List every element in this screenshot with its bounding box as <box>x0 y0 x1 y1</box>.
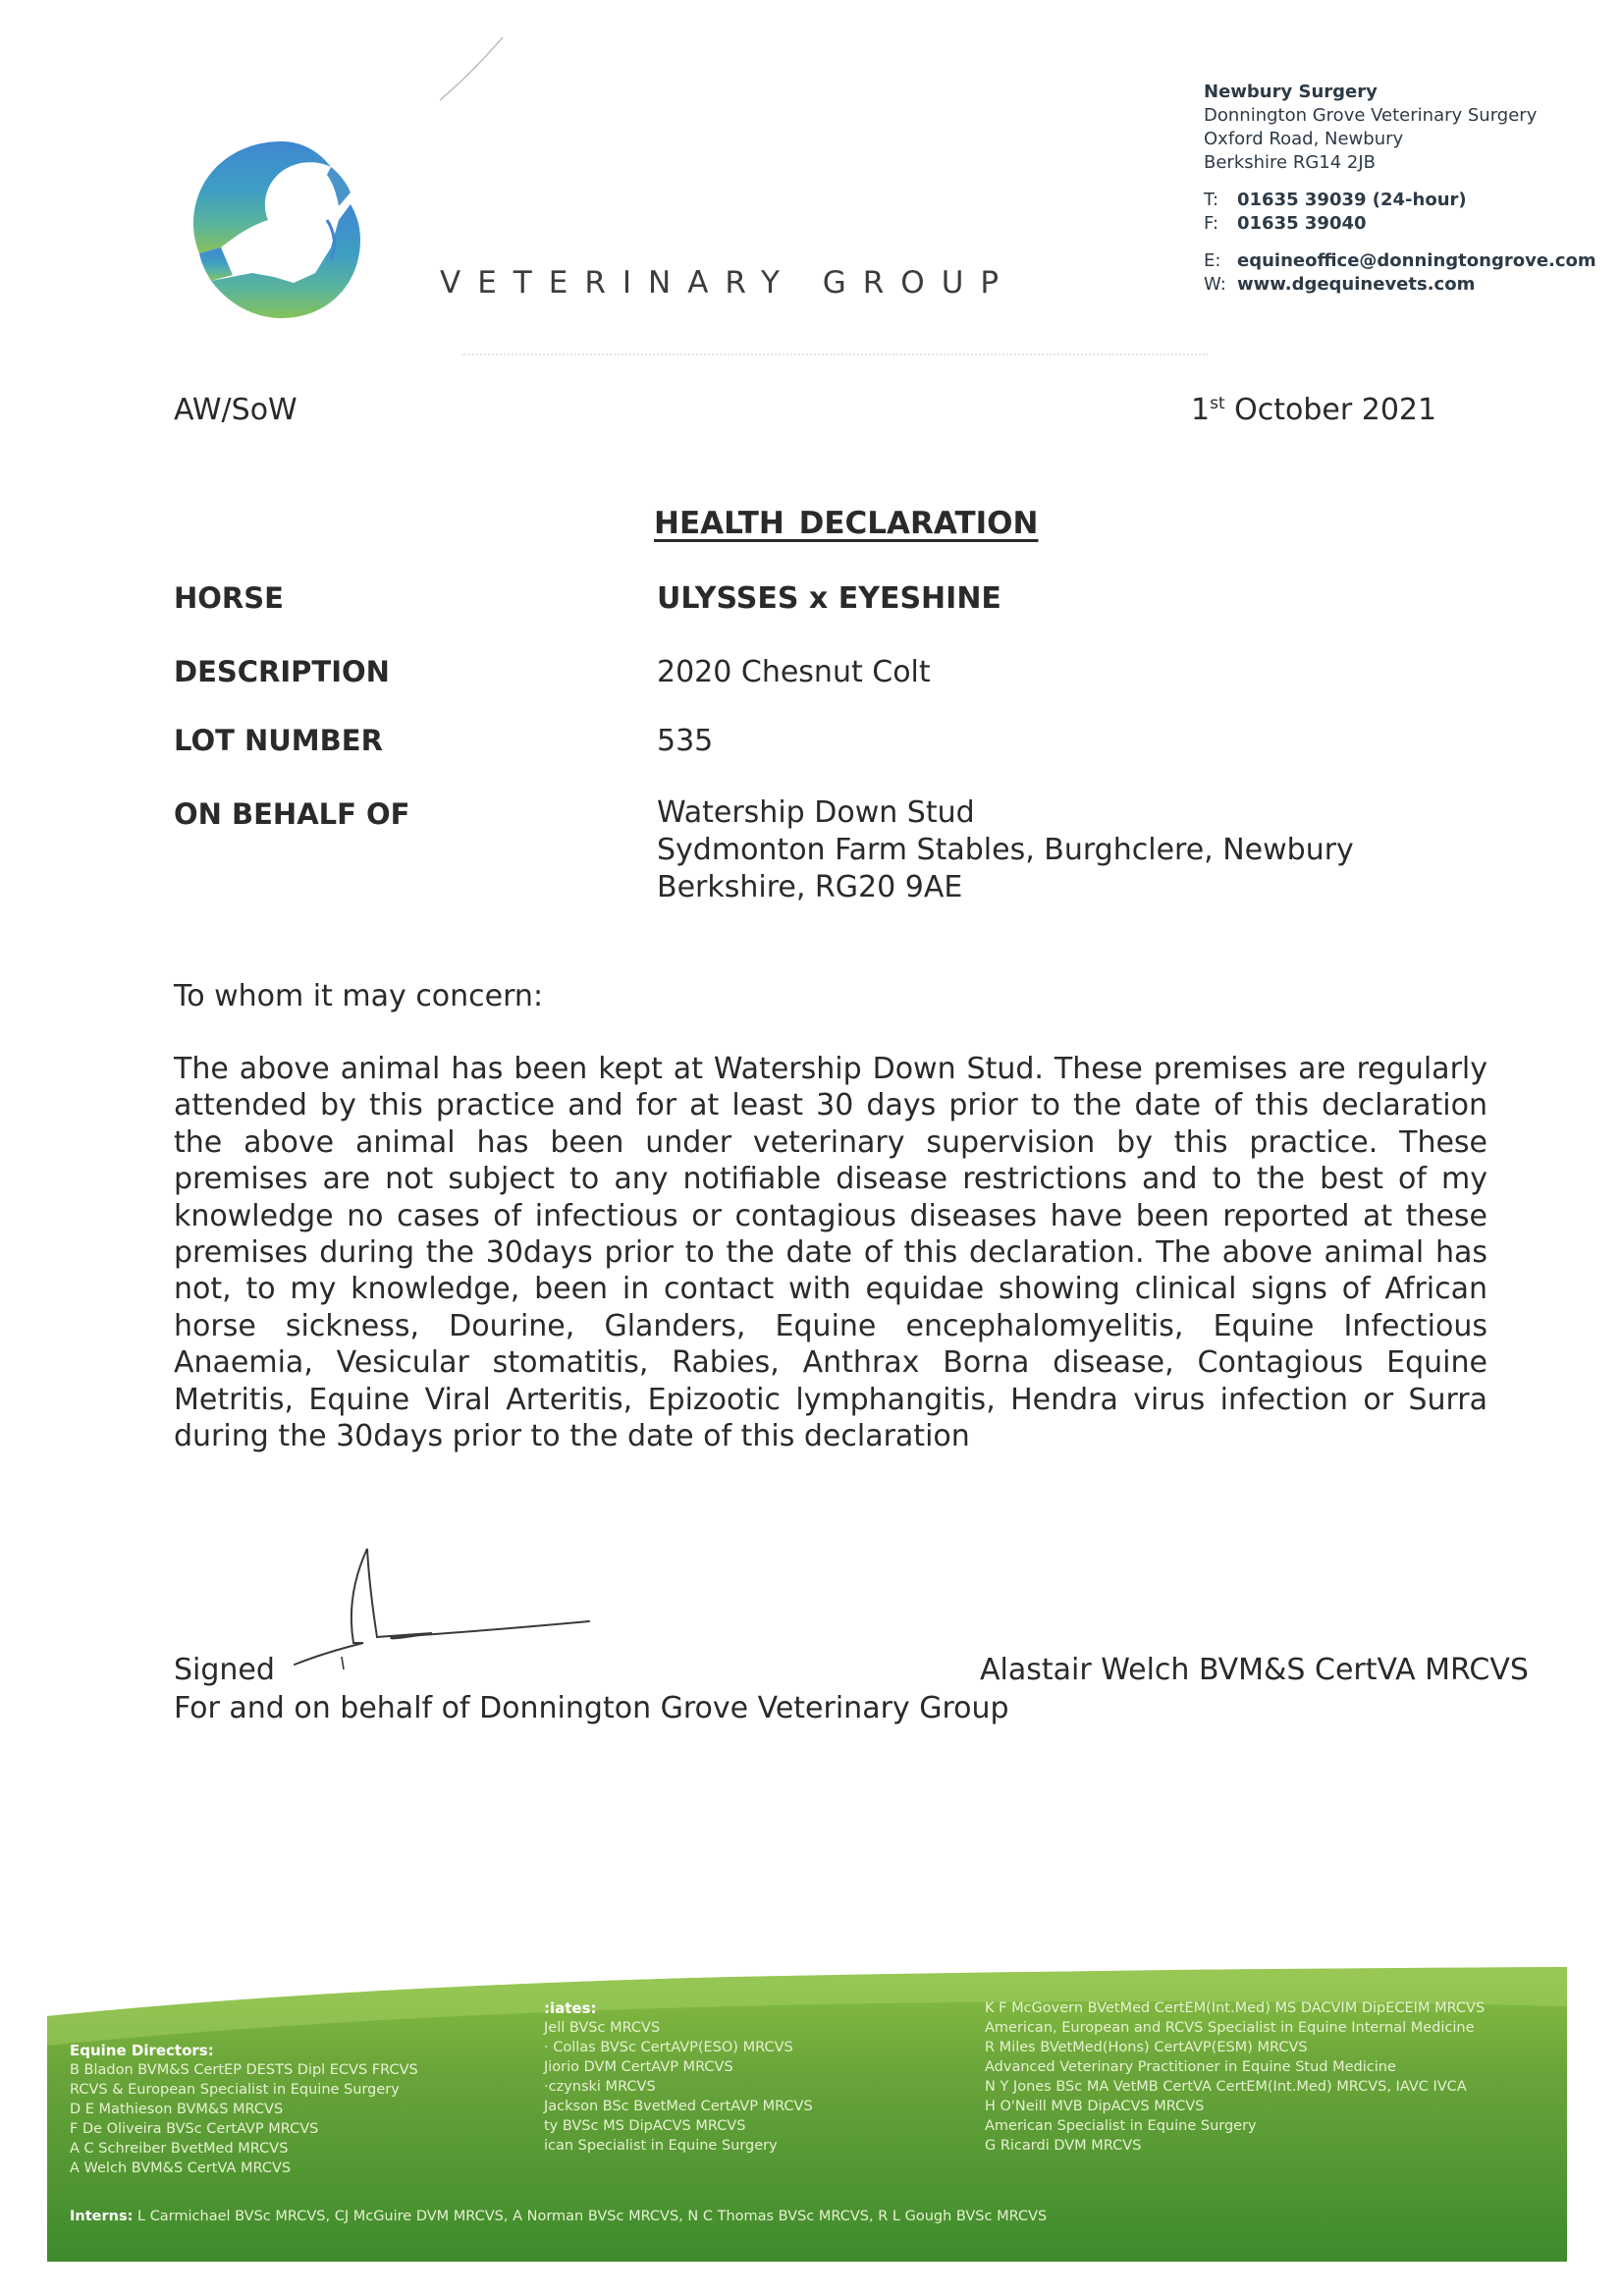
date-month-year: October 2021 <box>1224 393 1437 427</box>
address-line: Oxford Road, Newbury <box>1204 129 1404 149</box>
director-entry: F De Oliveira BVSc CertAVP MRCVS <box>70 2121 319 2137</box>
email-address: equineoffice@donningtongrove.com <box>1237 250 1596 271</box>
director-entry: D E Mathieson BVM&S MRCVS <box>70 2102 284 2117</box>
director-entry: RCVS & European Specialist in Equine Surgery <box>70 2082 400 2098</box>
letter-reference: AW/SoW <box>174 393 297 427</box>
associate-entry: · Collas BVSc CertAVP(ESO) MRCVS <box>544 2040 793 2055</box>
specialist-entry: K F McGovern BVetMed CertEM(Int.Med) MS DACVIM DipECEIM MRCVS <box>985 2000 1486 2016</box>
associate-entry: Jackson BSc BvetMed CertAVP MRCVS <box>544 2099 813 2114</box>
date-day: 1 <box>1191 393 1211 427</box>
associate-entry: Jell BVSc MRCVS <box>544 2020 661 2036</box>
field-value-horse: ULYSSES x EYESHINE <box>657 581 1001 616</box>
directors-heading: Equine Directors: <box>70 2042 214 2059</box>
specialists-column <box>985 1998 1485 2156</box>
specialist-entry: American, European and RCVS Specialist in Equine Internal Medicine <box>985 2020 1475 2036</box>
director-entry: A C Schreiber BvetMed MRCVS <box>70 2141 289 2157</box>
field-value-lot-number: 535 <box>657 724 714 758</box>
behalf-line: Sydmonton Farm Stables, Burghclere, Newbury <box>657 833 1354 867</box>
field-value-on-behalf-of <box>657 794 1354 906</box>
date-suffix: st <box>1210 394 1225 413</box>
signer-name: Alastair Welch BVM&S CertVA MRCVS <box>980 1653 1529 1687</box>
pen-stroke-mark <box>432 29 511 108</box>
phone-label: T: <box>1204 190 1219 210</box>
horse-head-logo <box>191 137 363 319</box>
interns-line <box>70 2209 1047 2224</box>
field-value-description: 2020 Chesnut Colt <box>657 655 931 689</box>
fax-label: F: <box>1204 213 1219 234</box>
practice-address-block <box>1204 81 1596 297</box>
salutation: To whom it may concern: <box>174 979 544 1013</box>
director-entry: A Welch BVM&S CertVA MRCVS <box>70 2160 292 2176</box>
footer-band <box>47 1967 1567 2262</box>
interns-label: Interns: <box>70 2209 134 2224</box>
address-line: Donnington Grove Veterinary Surgery <box>1204 105 1538 126</box>
associate-entry: ican Specialist in Equine Surgery <box>544 2138 778 2154</box>
brand-name: VETERINARY GROUP <box>440 265 1016 301</box>
field-label-horse: HORSE <box>174 581 284 615</box>
specialist-entry: Advanced Veterinary Practitioner in Equine Stud Medicine <box>985 2059 1396 2075</box>
directors-column <box>70 2041 418 2178</box>
phone-number: 01635 39039 (24-hour) <box>1237 190 1467 210</box>
declaration-body: The above animal has been kept at Watership Down Stud. These premises are regularly attended by this practice and for at least 30 days prior to the date of this declaration the above animal has been under veterinary supervision by this practice. These premises are not subject to any notifiable disease restrictions and to the best of my knowledge no cases of infectious or contagious diseases have been reported at these premises during the 30days prior to the date of this declaration. The above animal has not, to my knowledge, been in contact with equidae showing clinical signs of African horse sickness, Dourine, Glanders, Equine encephalomyelitis, Equine Infectious Anaemia, Vesicular stomatitis, Rabies, Anthrax Borna disease, Contagious Equine Metritis, Equine Viral Arteritis, Epizootic lymphangitis, Hendra virus infection or Surra during the 30days prior to the date of this declaration <box>174 1052 1487 1454</box>
field-label-on-behalf-of: ON BEHALF OF <box>174 797 410 831</box>
specialist-entry: R Miles BVetMed(Hons) CertAVP(ESM) MRCVS <box>985 2040 1308 2055</box>
interns-list: L Carmichael BVSc MRCVS, CJ McGuire DVM MRCVS, A Norman BVSc MRCVS, N C Thomas BVSc MRCVS, R L Gough BVSc MRCVS <box>137 2209 1048 2224</box>
phone-line <box>1204 189 1596 212</box>
associate-entry: Jiorio DVM CertAVP MRCVS <box>544 2059 733 2075</box>
practice-name: Newbury Surgery <box>1204 82 1378 102</box>
field-label-lot-number: LOT NUMBER <box>174 724 383 757</box>
signed-label: Signed <box>174 1653 275 1687</box>
specialist-entry: H O'Neill MVB DipACVS MRCVS <box>985 2099 1205 2114</box>
page-title: HEALTH DECLARATION <box>654 506 1039 541</box>
associate-entry: ty BVSc MS DipACVS MRCVS <box>544 2118 746 2134</box>
field-label-description: DESCRIPTION <box>174 655 390 688</box>
web-line <box>1204 273 1596 297</box>
on-behalf-line: For and on behalf of Donnington Grove Veterinary Group <box>174 1691 1009 1725</box>
letter-date <box>1191 393 1436 427</box>
fax-number: 01635 39040 <box>1237 213 1367 234</box>
web-address: www.dgequinevets.com <box>1237 274 1476 295</box>
header-divider <box>461 354 1208 355</box>
address-line: Berkshire RG14 2JB <box>1204 152 1377 173</box>
associates-column <box>544 1998 813 2156</box>
associates-heading: :iates: <box>544 1999 597 2017</box>
associate-entry: ·czynski MRCVS <box>544 2079 656 2095</box>
director-entry: B Bladon BVM&S CertEP DESTS Dipl ECVS FRCVS <box>70 2062 418 2078</box>
web-label: W: <box>1204 274 1226 295</box>
email-label: E: <box>1204 250 1221 271</box>
behalf-line: Watership Down Stud <box>657 795 975 830</box>
specialist-entry: American Specialist in Equine Surgery <box>985 2118 1257 2134</box>
email-line <box>1204 249 1596 273</box>
fax-line <box>1204 212 1596 236</box>
handwritten-signature <box>285 1537 599 1684</box>
behalf-line: Berkshire, RG20 9AE <box>657 870 963 904</box>
specialist-entry: N Y Jones BSc MA VetMB CertVA CertEM(Int.Med) MRCVS, IAVC IVCA <box>985 2079 1467 2095</box>
specialist-entry: G Ricardi DVM MRCVS <box>985 2138 1142 2154</box>
